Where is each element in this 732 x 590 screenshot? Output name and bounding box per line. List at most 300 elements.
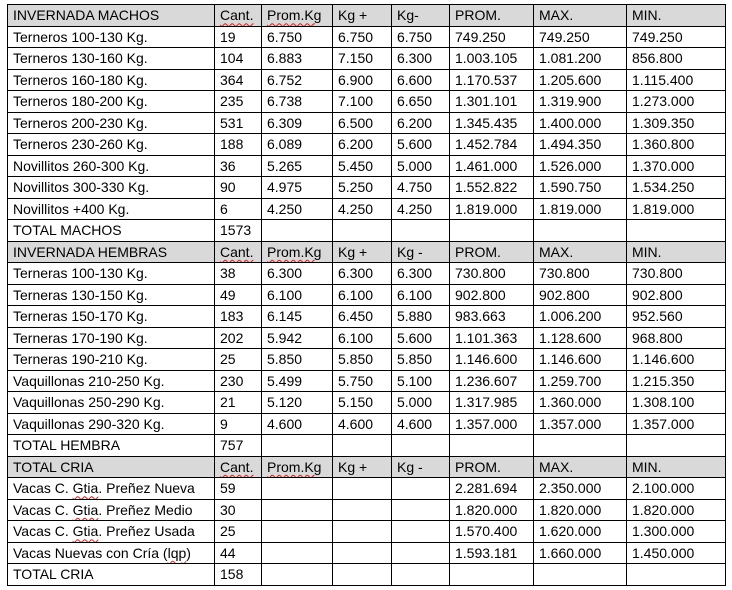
total-cria-row-3	[8, 542, 726, 564]
total-cria-row-2	[8, 521, 726, 543]
invernada-hembras-row-prom-cell	[450, 370, 534, 392]
total-cria-total-cant-cell	[215, 564, 262, 586]
cell-text: 5.265	[267, 157, 303, 174]
cell-text: 6.650	[397, 93, 433, 110]
cell-text: 5.450	[338, 157, 374, 174]
invernada-hembras-row-3	[8, 327, 726, 349]
invernada-machos-row-category-cell	[8, 69, 215, 91]
invernada-machos-row-cant-cell	[215, 155, 262, 177]
cell-text: Prom.Kg	[267, 243, 322, 260]
invernada-hembras-row-kg-minus-cell	[392, 284, 450, 306]
invernada-machos-row-min-cell	[627, 26, 726, 48]
total-cria-header-prom-cell	[450, 456, 534, 478]
invernada-machos-row-min-cell	[627, 134, 726, 156]
invernada-hembras-row-max-cell	[534, 263, 627, 285]
cell-text: 983.663	[455, 308, 506, 325]
cell-text: 235	[220, 93, 244, 110]
invernada-machos-row-max-cell	[534, 198, 627, 220]
cell-text: 1.360.000	[539, 394, 602, 411]
invernada-hembras-total-kg-plus-cell	[333, 435, 392, 457]
cell-text: 1.526.000	[539, 157, 602, 174]
cell-text: 4.250	[267, 200, 303, 217]
cell-text: 1.494.350	[539, 136, 602, 153]
invernada-hembras-row-prom-kg-cell	[262, 370, 333, 392]
invernada-hembras-row-max-cell	[534, 327, 627, 349]
cell-text: 902.800	[632, 286, 683, 303]
invernada-hembras-row-prom-kg-cell	[262, 306, 333, 328]
invernada-hembras-row-prom-cell	[450, 349, 534, 371]
cell-text: Vaquillonas 210-250 Kg.	[13, 372, 165, 389]
cell-text: Kg +	[338, 243, 368, 260]
cell-text: Cant.	[220, 458, 254, 475]
total-cria-row-kg-minus-cell	[392, 542, 450, 564]
invernada-machos-header-kg-plus-cell	[333, 5, 392, 27]
cell-text: 6.883	[267, 50, 303, 67]
cell-text: 4.975	[267, 179, 303, 196]
invernada-machos-row-cant-cell	[215, 177, 262, 199]
invernada-hembras-header	[8, 241, 726, 263]
cell-text: 6.145	[267, 308, 303, 325]
cell-text: 104	[220, 50, 244, 67]
invernada-machos-row-prom-kg-cell	[262, 134, 333, 156]
cell-text: Terneros 160-180 Kg.	[13, 71, 148, 88]
invernada-hembras-row-kg-minus-cell	[392, 263, 450, 285]
invernada-hembras-header-cant-cell	[215, 241, 262, 263]
cell-text: 6.600	[397, 71, 433, 88]
cell-text: Kg +	[338, 458, 368, 475]
cell-text: PROM.	[455, 243, 501, 260]
cell-text: 6.750	[267, 28, 303, 45]
invernada-hembras-row-max-cell	[534, 349, 627, 371]
invernada-machos-row-cant-cell	[215, 69, 262, 91]
cell-text: 25	[220, 523, 236, 540]
cell-text: 38	[220, 265, 236, 282]
total-cria-row-category-cell	[8, 499, 215, 521]
cell-text: 1.146.600	[455, 351, 518, 368]
invernada-machos-row-prom-cell	[450, 112, 534, 134]
invernada-machos-header-prom-cell	[450, 5, 534, 27]
invernada-machos-row-2	[8, 69, 726, 91]
invernada-hembras-row-min-cell	[627, 392, 726, 414]
invernada-machos-row-8	[8, 198, 726, 220]
cell-text: 6.200	[397, 114, 433, 131]
invernada-machos-total-min-cell	[627, 220, 726, 242]
cell-text: 6.300	[338, 265, 374, 282]
cell-text: 749.250	[455, 28, 506, 45]
cell-text: 531	[220, 114, 244, 131]
price-table-container	[7, 4, 726, 586]
invernada-machos-row-min-cell	[627, 177, 726, 199]
cell-text: 1.593.181	[455, 544, 518, 561]
cell-text: MIN.	[632, 243, 662, 260]
invernada-machos-row-max-cell	[534, 112, 627, 134]
invernada-machos-row-min-cell	[627, 155, 726, 177]
cell-text: Terneras 130-150 Kg.	[13, 286, 148, 303]
cell-text: Novillitos +400 Kg.	[13, 200, 130, 217]
invernada-machos-header-prom-kg-cell	[262, 5, 333, 27]
invernada-hembras-row-1	[8, 284, 726, 306]
invernada-machos-row-prom-cell	[450, 91, 534, 113]
total-cria-total-prom-cell	[450, 564, 534, 586]
cell-text: 1.534.250	[632, 179, 695, 196]
invernada-machos-total	[8, 220, 726, 242]
invernada-machos-row-max-cell	[534, 177, 627, 199]
cell-text: Vacas C. Gtia. Preñez Nueva	[13, 480, 195, 497]
invernada-machos-row-prom-cell	[450, 177, 534, 199]
invernada-hembras-row-kg-minus-cell	[392, 349, 450, 371]
cell-text: 1.461.000	[455, 157, 518, 174]
total-cria-row-kg-plus-cell	[333, 499, 392, 521]
total-cria-row-prom-cell	[450, 521, 534, 543]
invernada-machos-row-category-cell	[8, 134, 215, 156]
invernada-hembras-row-kg-plus-cell	[333, 327, 392, 349]
cell-text: Terneras 100-130 Kg.	[13, 265, 148, 282]
invernada-machos-row-kg-minus-cell	[392, 48, 450, 70]
cell-text: Kg -	[397, 243, 423, 260]
cell-text: 188	[220, 136, 244, 153]
invernada-machos-header-min-cell	[627, 5, 726, 27]
invernada-machos-row-category-cell	[8, 155, 215, 177]
invernada-machos-row-cant-cell	[215, 48, 262, 70]
total-cria-total	[8, 564, 726, 586]
cell-text: 5.850	[397, 351, 433, 368]
invernada-hembras-header-kg-plus-cell	[333, 241, 392, 263]
cell-text: Vacas Nuevas con Cría (lqp)	[13, 544, 191, 561]
invernada-hembras-row-prom-kg-cell	[262, 327, 333, 349]
cell-text: 6.450	[338, 308, 374, 325]
invernada-machos-row-kg-plus-cell	[333, 155, 392, 177]
cell-text: 1.146.600	[632, 351, 695, 368]
cell-text: 1.273.000	[632, 93, 695, 110]
cell-text: 1.620.000	[539, 523, 602, 540]
cell-text: Novillitos 260-300 Kg.	[13, 157, 150, 174]
invernada-machos-total-kg-plus-cell	[333, 220, 392, 242]
invernada-machos-row-kg-minus-cell	[392, 134, 450, 156]
total-cria-header-kg-plus-cell	[333, 456, 392, 478]
invernada-machos-row-prom-kg-cell	[262, 198, 333, 220]
cell-text: 1.360.800	[632, 136, 695, 153]
invernada-machos-row-prom-kg-cell	[262, 91, 333, 113]
cell-text: 902.800	[539, 286, 590, 303]
total-cria-row-kg-plus-cell	[333, 521, 392, 543]
cell-text: Terneros 100-130 Kg.	[13, 28, 148, 45]
total-cria-row-max-cell	[534, 542, 627, 564]
invernada-hembras-header-prom-kg-cell	[262, 241, 333, 263]
total-cria-total-min-cell	[627, 564, 726, 586]
cell-text: 1.128.600	[539, 329, 602, 346]
invernada-machos-row-4	[8, 112, 726, 134]
cell-text: 952.560	[632, 308, 683, 325]
invernada-hembras-row-kg-minus-cell	[392, 370, 450, 392]
invernada-hembras-row-cant-cell	[215, 413, 262, 435]
cell-text: 6.752	[267, 71, 303, 88]
invernada-machos-header-kg-minus-cell	[392, 5, 450, 27]
invernada-hembras-row-prom-cell	[450, 392, 534, 414]
invernada-machos-total-cant-cell	[215, 220, 262, 242]
invernada-hembras-row-min-cell	[627, 327, 726, 349]
total-cria-total-kg-plus-cell	[333, 564, 392, 586]
cell-text: 1.205.600	[539, 71, 602, 88]
invernada-hembras-row-cant-cell	[215, 284, 262, 306]
cell-text: 5.100	[397, 372, 433, 389]
total-cria-row-prom-cell	[450, 542, 534, 564]
invernada-hembras-total-prom-kg-cell	[262, 435, 333, 457]
cell-text: 1.170.537	[455, 71, 518, 88]
invernada-machos-row-max-cell	[534, 69, 627, 91]
cell-text: 1.590.750	[539, 179, 602, 196]
cell-text: 1.115.400	[632, 71, 694, 88]
invernada-machos-row-prom-cell	[450, 134, 534, 156]
cell-text: 36	[220, 157, 236, 174]
total-cria-row-min-cell	[627, 499, 726, 521]
cell-text: 5.880	[397, 308, 433, 325]
total-cria-row-prom-kg-cell	[262, 542, 333, 564]
cell-text: 44	[220, 544, 236, 561]
total-cria-row-prom-kg-cell	[262, 521, 333, 543]
cell-text: Kg -	[397, 458, 423, 475]
invernada-machos-row-prom-kg-cell	[262, 48, 333, 70]
invernada-machos-row-kg-minus-cell	[392, 155, 450, 177]
cell-text: 6.900	[338, 71, 374, 88]
cell-text: Terneras 170-190 Kg.	[13, 329, 148, 346]
invernada-hembras-row-kg-minus-cell	[392, 306, 450, 328]
cell-text: 6.200	[338, 136, 374, 153]
invernada-hembras-row-cant-cell	[215, 392, 262, 414]
cell-text: 1.660.000	[539, 544, 602, 561]
total-cria-row-category-cell	[8, 478, 215, 500]
cell-text: 183	[220, 308, 244, 325]
cell-text: 30	[220, 501, 236, 518]
total-cria-row-max-cell	[534, 521, 627, 543]
total-cria-header-kg-minus-cell	[392, 456, 450, 478]
cell-text: 1.309.350	[632, 114, 695, 131]
total-cria-row-min-cell	[627, 478, 726, 500]
cell-text: 968.800	[632, 329, 683, 346]
invernada-machos-row-kg-plus-cell	[333, 198, 392, 220]
invernada-machos-row-category-cell	[8, 48, 215, 70]
cell-text: 1.003.105	[455, 50, 518, 67]
invernada-machos-row-kg-minus-cell	[392, 26, 450, 48]
invernada-machos-row-category-cell	[8, 91, 215, 113]
invernada-machos-row-kg-minus-cell	[392, 177, 450, 199]
total-cria-row-kg-plus-cell	[333, 542, 392, 564]
cell-text: 6.100	[267, 286, 303, 303]
total-cria-row-kg-plus-cell	[333, 478, 392, 500]
cell-text: 5.150	[338, 394, 374, 411]
invernada-machos-row-max-cell	[534, 48, 627, 70]
cell-text: MIN.	[632, 458, 662, 475]
cell-text: 1.317.985	[455, 394, 518, 411]
cell-text: 1.370.000	[632, 157, 695, 174]
cell-text: 856.800	[632, 50, 683, 67]
invernada-hembras-header-min-cell	[627, 241, 726, 263]
cell-text: 5.850	[338, 351, 374, 368]
invernada-hembras-row-category-cell	[8, 327, 215, 349]
invernada-hembras-row-6	[8, 392, 726, 414]
invernada-hembras-header-prom-cell	[450, 241, 534, 263]
cell-text: 730.800	[539, 265, 590, 282]
invernada-hembras-header-category-cell	[8, 241, 215, 263]
invernada-machos-row-kg-plus-cell	[333, 91, 392, 113]
invernada-machos-row-kg-minus-cell	[392, 91, 450, 113]
cell-text: TOTAL CRIA	[13, 458, 94, 475]
invernada-machos-row-category-cell	[8, 198, 215, 220]
invernada-machos-row-0	[8, 26, 726, 48]
total-cria-row-prom-cell	[450, 499, 534, 521]
invernada-machos-row-kg-plus-cell	[333, 112, 392, 134]
invernada-hembras-row-kg-plus-cell	[333, 370, 392, 392]
invernada-hembras-row-category-cell	[8, 349, 215, 371]
cell-text: 749.250	[539, 28, 590, 45]
cell-text: 1.301.101	[455, 93, 518, 110]
cell-text: TOTAL MACHOS	[13, 222, 122, 239]
invernada-hembras-row-category-cell	[8, 306, 215, 328]
cell-text: 1.081.200	[539, 50, 602, 67]
total-cria-row-category-cell	[8, 542, 215, 564]
invernada-hembras-row-category-cell	[8, 370, 215, 392]
cell-text: 730.800	[455, 265, 506, 282]
invernada-machos-row-kg-plus-cell	[333, 177, 392, 199]
total-cria-header	[8, 456, 726, 478]
cell-text: 1.357.000	[632, 415, 695, 432]
cell-text: 2.281.694	[455, 480, 518, 497]
cell-text: 6.300	[397, 265, 433, 282]
invernada-machos-row-kg-minus-cell	[392, 112, 450, 134]
cell-text: 1.101.363	[455, 329, 518, 346]
cell-text: 1573	[220, 222, 252, 239]
invernada-hembras-row-prom-cell	[450, 284, 534, 306]
invernada-hembras-row-prom-cell	[450, 413, 534, 435]
invernada-machos-header-cant-cell	[215, 5, 262, 27]
total-cria-row-category-cell	[8, 521, 215, 543]
cell-text: 90	[220, 179, 236, 196]
total-cria-header-prom-kg-cell	[262, 456, 333, 478]
invernada-hembras-row-prom-cell	[450, 306, 534, 328]
cell-text: 25	[220, 351, 236, 368]
cell-text: 6	[220, 200, 228, 217]
total-cria-row-cant-cell	[215, 521, 262, 543]
cell-text: 749.250	[632, 28, 683, 45]
cell-text: 1.308.100	[632, 394, 695, 411]
cell-text: 6.750	[338, 28, 374, 45]
cell-text: Terneros 230-260 Kg.	[13, 136, 148, 153]
invernada-machos-row-cant-cell	[215, 198, 262, 220]
invernada-machos-row-min-cell	[627, 69, 726, 91]
cell-text: 6.100	[338, 329, 374, 346]
cell-text: 1.236.607	[455, 372, 518, 389]
invernada-hembras-row-max-cell	[534, 284, 627, 306]
invernada-hembras-row-kg-minus-cell	[392, 413, 450, 435]
cell-text: 2.350.000	[539, 480, 602, 497]
cell-text: Terneros 200-230 Kg.	[13, 114, 148, 131]
invernada-hembras-row-kg-plus-cell	[333, 392, 392, 414]
cell-text: MAX.	[539, 458, 574, 475]
cell-text: 49	[220, 286, 236, 303]
invernada-hembras-row-min-cell	[627, 306, 726, 328]
cell-text: 902.800	[455, 286, 506, 303]
cell-text: 158	[220, 566, 244, 583]
total-cria-row-1	[8, 499, 726, 521]
total-cria-row-min-cell	[627, 521, 726, 543]
invernada-machos-row-prom-kg-cell	[262, 155, 333, 177]
cell-text: 5.000	[397, 394, 433, 411]
total-cria-row-prom-kg-cell	[262, 499, 333, 521]
cell-text: 6.309	[267, 114, 303, 131]
cell-text: 6.750	[397, 28, 433, 45]
invernada-hembras-row-max-cell	[534, 392, 627, 414]
cell-text: TOTAL CRIA	[13, 566, 94, 583]
invernada-hembras-total-max-cell	[534, 435, 627, 457]
invernada-hembras-row-prom-kg-cell	[262, 349, 333, 371]
invernada-hembras-row-cant-cell	[215, 370, 262, 392]
total-cria-row-cant-cell	[215, 542, 262, 564]
cell-text: 4.750	[397, 179, 433, 196]
cell-text: 6.100	[397, 286, 433, 303]
invernada-machos-row-prom-cell	[450, 69, 534, 91]
cell-text: Cant.	[220, 243, 254, 260]
invernada-hembras-row-min-cell	[627, 370, 726, 392]
total-cria-header-category-cell	[8, 456, 215, 478]
total-cria-total-kg-minus-cell	[392, 564, 450, 586]
invernada-hembras-row-cant-cell	[215, 327, 262, 349]
cell-text: 1.215.350	[632, 372, 695, 389]
invernada-hembras-row-cant-cell	[215, 349, 262, 371]
cell-text: 2.100.000	[632, 480, 695, 497]
cell-text: Terneros 180-200 Kg.	[13, 93, 148, 110]
cell-text: Terneras 150-170 Kg.	[13, 308, 148, 325]
cell-text: 1.450.000	[632, 544, 695, 561]
cell-text: 4.600	[267, 415, 303, 432]
total-cria-row-min-cell	[627, 542, 726, 564]
invernada-machos-row-kg-plus-cell	[333, 134, 392, 156]
cell-text: 1.146.600	[539, 351, 602, 368]
total-cria-row-prom-cell	[450, 478, 534, 500]
invernada-machos-row-kg-plus-cell	[333, 48, 392, 70]
cell-text: 6.089	[267, 136, 303, 153]
cell-text: 5.120	[267, 394, 303, 411]
invernada-hembras-row-2	[8, 306, 726, 328]
cell-text: Vacas C. Gtia. Preñez Medio	[13, 501, 193, 518]
invernada-hembras-total-prom-cell	[450, 435, 534, 457]
invernada-hembras-row-category-cell	[8, 413, 215, 435]
invernada-machos-row-category-cell	[8, 177, 215, 199]
invernada-hembras-row-kg-minus-cell	[392, 392, 450, 414]
cell-text: 4.600	[397, 415, 433, 432]
invernada-hembras-row-kg-plus-cell	[333, 284, 392, 306]
invernada-machos-total-kg-minus-cell	[392, 220, 450, 242]
cell-text: 5.600	[397, 136, 433, 153]
invernada-machos-row-max-cell	[534, 155, 627, 177]
invernada-hembras-row-category-cell	[8, 392, 215, 414]
cell-text: Vaquillonas 290-320 Kg.	[13, 415, 165, 432]
invernada-machos-row-7	[8, 177, 726, 199]
invernada-hembras-row-min-cell	[627, 413, 726, 435]
cell-text: INVERNADA HEMBRAS	[13, 243, 168, 260]
cell-text: PROM.	[455, 458, 501, 475]
total-cria-header-cant-cell	[215, 456, 262, 478]
invernada-machos-row-6	[8, 155, 726, 177]
total-cria-row-kg-minus-cell	[392, 478, 450, 500]
cell-text: INVERNADA MACHOS	[13, 7, 160, 24]
cell-text: Terneros 130-160 Kg.	[13, 50, 148, 67]
invernada-machos-row-min-cell	[627, 48, 726, 70]
cell-text: 4.250	[338, 200, 374, 217]
cell-text: 1.820.000	[632, 501, 695, 518]
invernada-machos-row-cant-cell	[215, 26, 262, 48]
cell-text: 5.250	[338, 179, 374, 196]
invernada-hembras-header-max-cell	[534, 241, 627, 263]
invernada-machos-header-max-cell	[534, 5, 627, 27]
